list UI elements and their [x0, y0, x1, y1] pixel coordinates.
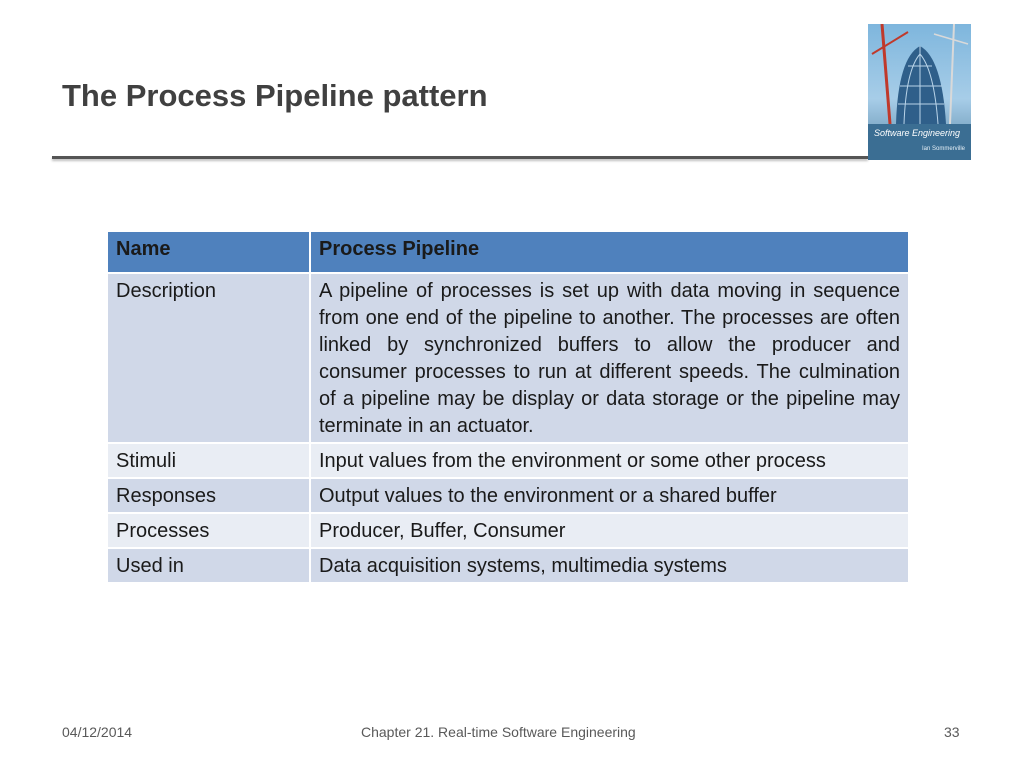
pattern-table [106, 230, 910, 584]
row-value-cell: Input values from the environment or some other process [310, 443, 909, 478]
book-cover-image [868, 24, 971, 160]
footer-page-number: 33 [944, 724, 960, 740]
header-value-cell: Process Pipeline [310, 231, 909, 273]
row-value-cell: Output values to the environment or a shared buffer [310, 478, 909, 513]
cover-author: Ian Sommerville [921, 146, 965, 152]
slide-title: The Process Pipeline pattern [62, 78, 488, 113]
row-label-cell: Stimuli [107, 443, 310, 478]
table-row-used-in [107, 548, 909, 583]
row-value-cell: A pipeline of processes is set up with data moving in sequence from one end of the pipeline to another. The processes are often linked by synchronized buffers to allow the producer and consumer processes to run at different speeds. The culmination of a pipeline may be display or data storage or the pipeline may terminate in an actuator. [310, 273, 909, 443]
row-value-cell: Data acquisition systems, multimedia systems [310, 548, 909, 583]
cover-book-title: Software Engineering [874, 128, 961, 138]
table-row-processes [107, 513, 909, 548]
table-header-row [107, 231, 909, 273]
table-row-description [107, 273, 909, 443]
row-label-cell: Processes [107, 513, 310, 548]
row-label-cell: Used in [107, 548, 310, 583]
header-label-cell: Name [107, 231, 310, 273]
footer-chapter: Chapter 21. Real-time Software Engineering [361, 724, 636, 740]
title-divider [52, 156, 868, 159]
footer-date: 04/12/2014 [62, 724, 133, 740]
row-label-cell: Responses [107, 478, 310, 513]
table-row-stimuli [107, 443, 909, 478]
row-value-cell: Producer, Buffer, Consumer [310, 513, 909, 548]
row-label-cell: Description [107, 273, 310, 443]
table-row-responses [107, 478, 909, 513]
